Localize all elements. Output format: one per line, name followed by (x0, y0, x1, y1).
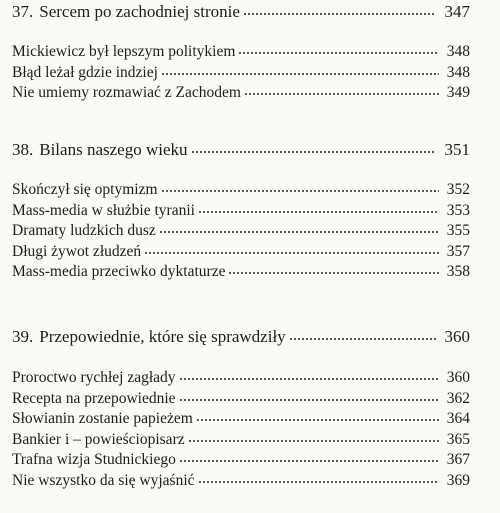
dot-leader (244, 92, 439, 96)
chapter-page-number: 351 (444, 140, 470, 159)
entry-title: Recepta na przepowiednie (12, 389, 176, 407)
entry-title: Trafna wizja Studnickiego (12, 451, 176, 468)
dot-leader (179, 398, 439, 402)
toc-entry (12, 471, 470, 492)
chapter-title: Bilans naszego wieku (39, 140, 188, 159)
dot-leader (159, 230, 439, 234)
entry-page-number: 369 (446, 471, 470, 489)
entry-page-number: 349 (446, 84, 470, 101)
dot-leader (198, 210, 439, 214)
chapter-number: 39. (12, 327, 34, 346)
entry-title: Mass-media przeciwko dyktaturze (12, 263, 226, 280)
entry-title: Długi żywot złudzeń (12, 242, 142, 260)
dot-leader (188, 439, 439, 443)
chapter-39-section (12, 327, 470, 491)
toc-entry (12, 221, 470, 242)
entry-page-number: 362 (446, 389, 470, 407)
entry-page-number: 348 (446, 43, 470, 60)
chapter-number: 38. (12, 140, 34, 159)
entry-page-number: 348 (446, 63, 470, 81)
dot-leader (161, 72, 439, 76)
toc-entry (12, 42, 470, 63)
entry-page-number: 367 (446, 451, 470, 468)
entry-title: Błąd leżał gdzie indziej (12, 63, 158, 81)
dot-leader (191, 150, 437, 154)
dot-leader (179, 459, 439, 463)
toc-entry (12, 450, 470, 471)
dot-leader (144, 251, 439, 255)
dot-leader (243, 12, 436, 16)
chapter-page-number: 347 (444, 2, 470, 21)
entry-title: Słowianin zostanie papieżem (12, 410, 193, 427)
chapter-38-section (12, 140, 470, 283)
dot-leader (161, 189, 439, 193)
chapter-number: 37. (12, 2, 34, 21)
entry-page-number: 360 (446, 369, 470, 386)
chapter-title-row (12, 140, 470, 160)
entry-title: Nie umiemy rozmawiać z Zachodem (12, 84, 241, 101)
section-spacer (12, 160, 470, 180)
dot-leader (238, 51, 439, 55)
dot-leader (228, 271, 439, 275)
chapter-title-row (12, 327, 470, 347)
dot-leader (179, 377, 439, 381)
toc-entry (12, 409, 470, 430)
entry-title: Nie wszystko da się wyjaśnić (12, 471, 195, 489)
toc-entry (12, 63, 470, 84)
entry-page-number: 355 (446, 222, 470, 239)
toc-entry (12, 430, 470, 451)
chapter-title: Sercem po zachodniej stronie (39, 2, 240, 21)
entry-title: Proroctwo rychłej zagłady (12, 369, 176, 386)
entry-title: Dramaty ludzkich dusz (12, 222, 156, 239)
toc-entry (12, 180, 470, 201)
entry-title: Skończył się optymizm (12, 181, 158, 198)
dot-leader (196, 418, 439, 422)
entry-page-number: 358 (446, 263, 470, 280)
chapter-37-section (12, 2, 470, 104)
entry-title: Bankier i – powieściopisarz (12, 430, 185, 448)
entry-page-number: 357 (446, 242, 470, 260)
toc-entry (12, 262, 470, 283)
toc-entry (12, 201, 470, 222)
entry-title: Mass-media w służbie tyranii (12, 201, 195, 219)
chapter-page-number: 360 (444, 327, 470, 346)
chapter-title-row (12, 2, 470, 22)
toc-entry (12, 368, 470, 389)
toc-entry (12, 83, 470, 104)
toc-entry (12, 242, 470, 263)
chapter-title: Przepowiednie, które się sprawdziły (39, 327, 286, 346)
dot-leader (198, 480, 439, 484)
toc-entry (12, 389, 470, 410)
section-spacer (12, 22, 470, 42)
dot-leader (289, 337, 436, 341)
entry-page-number: 352 (446, 181, 470, 198)
entry-title: Mickiewicz był lepszym politykiem (12, 43, 236, 60)
entry-page-number: 353 (446, 201, 470, 219)
entry-page-number: 364 (446, 410, 470, 427)
section-spacer (12, 347, 470, 368)
entry-page-number: 365 (446, 430, 470, 448)
